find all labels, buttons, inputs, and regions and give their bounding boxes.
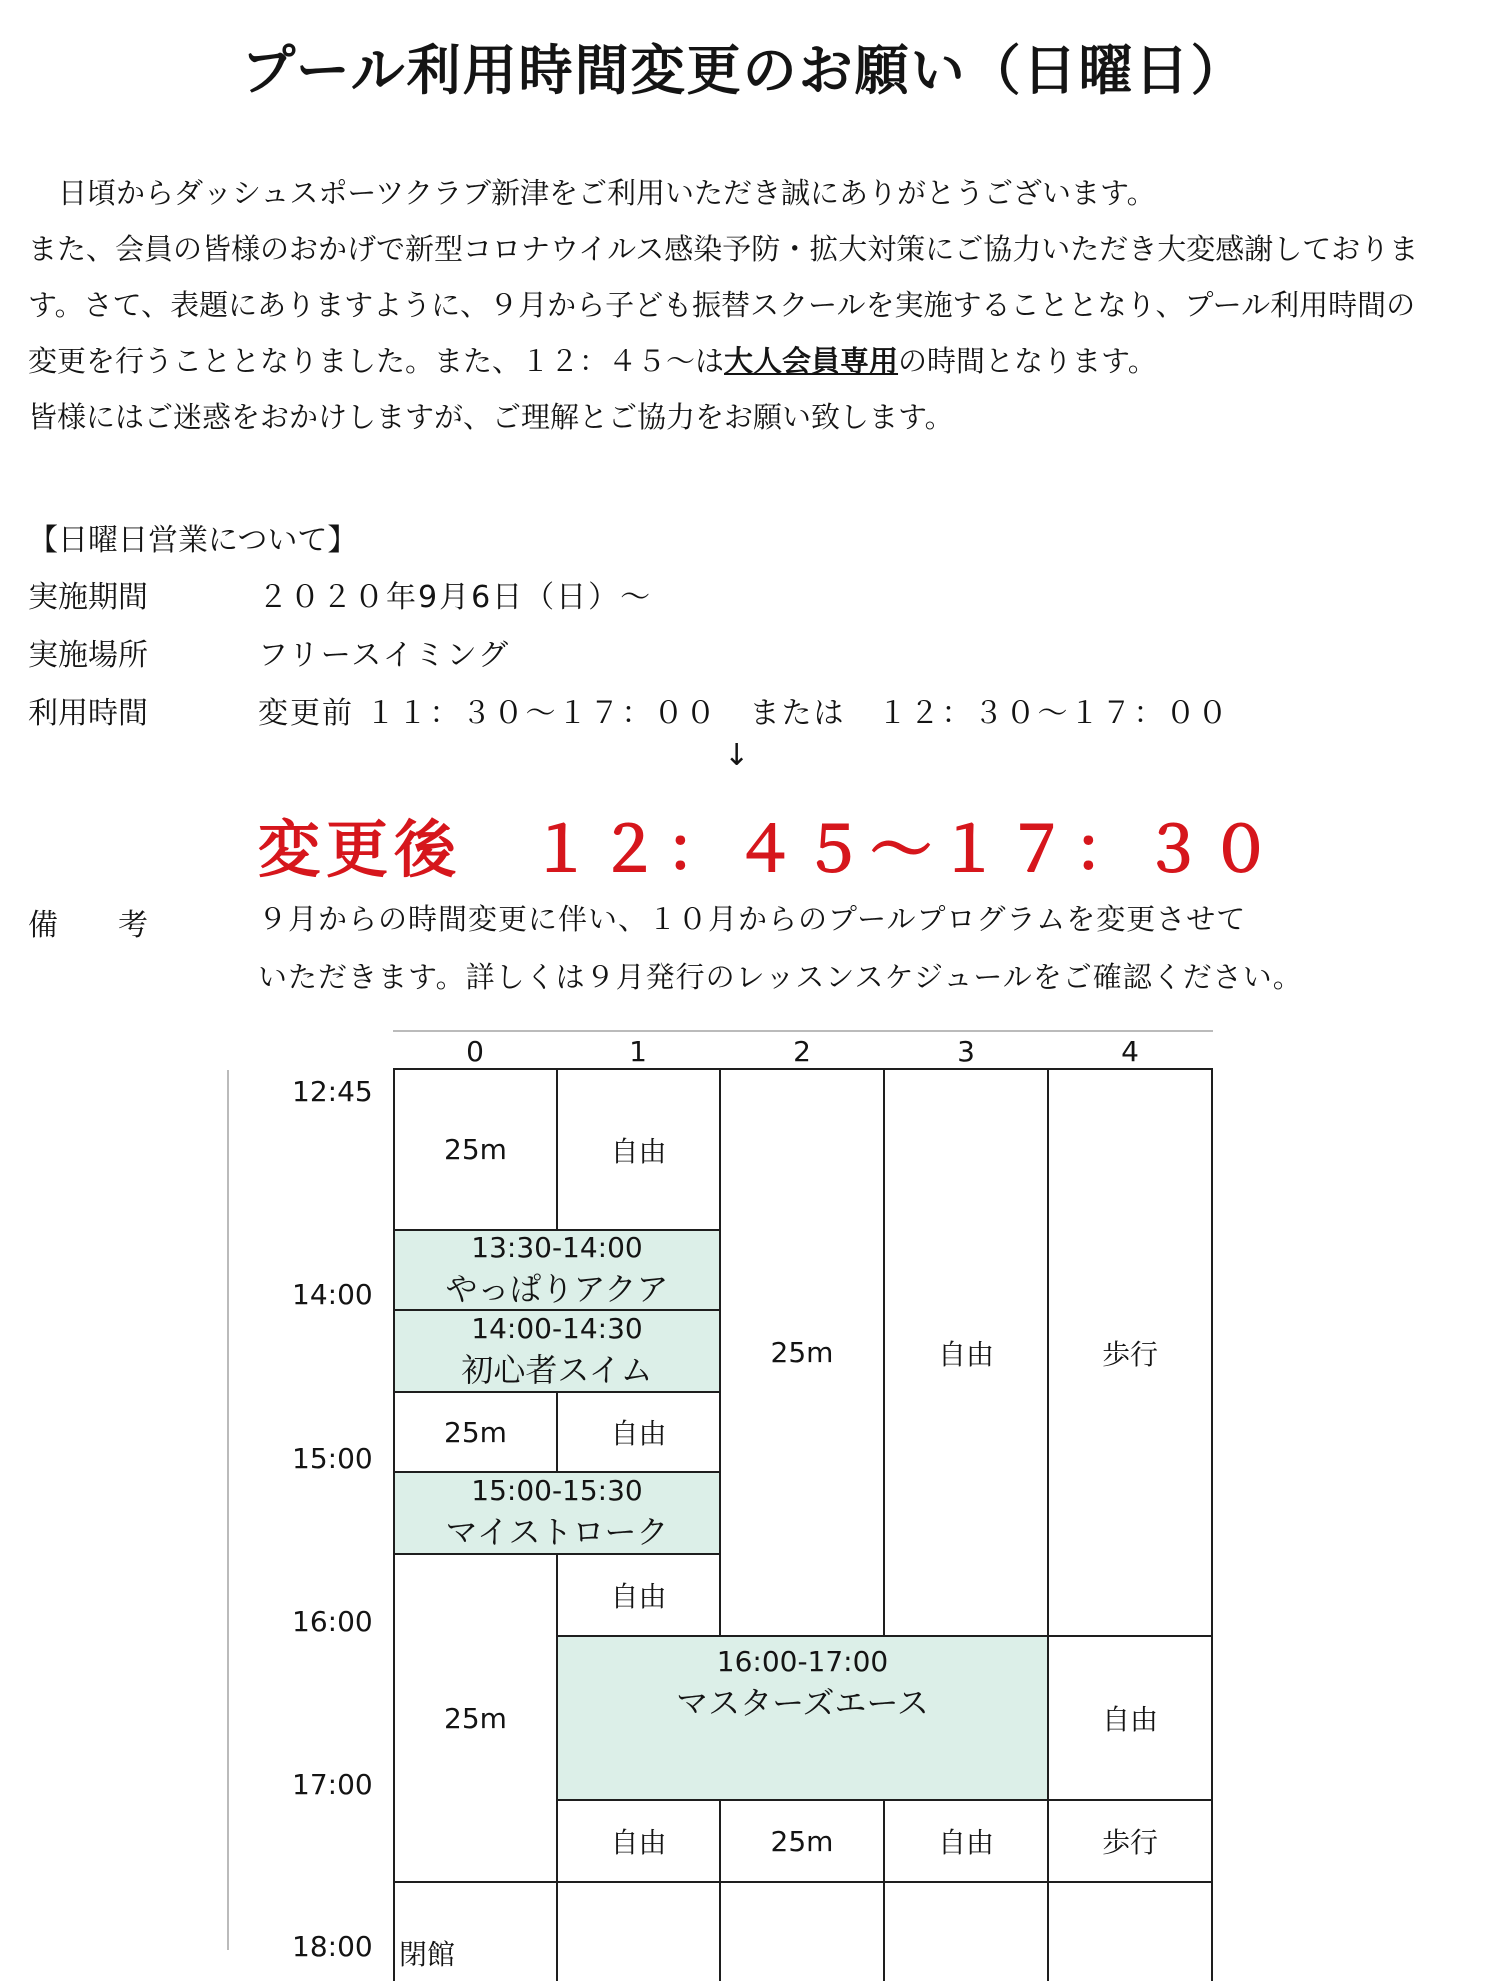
closed-label: 閉館	[399, 1938, 456, 1971]
intro-line-4-pre: 変更を行うこととなりました。また、１２：４５～は	[28, 344, 725, 378]
period-value: ２０２０年9月6日（日）～	[258, 580, 653, 615]
lane0-25m-cell-3: 25m	[393, 1553, 558, 1883]
lane1-free-cell-3: 自由	[556, 1553, 721, 1637]
intro-line-2: また、会員の皆様のおかげで新型コロナウイルス感染予防・拡大対策にご協力いただき大変感謝しておりま	[28, 232, 1419, 266]
program-stroke-time: 15:00-15:30	[471, 1473, 643, 1507]
intro-line-5: 皆様にはご迷惑をおかけしますが、ご理解とご協力をお願い致します。	[28, 400, 954, 434]
frame-left-line	[227, 1070, 229, 1950]
closed-lane2	[719, 1881, 885, 1981]
intro-line-4-post: の時間となります。	[898, 344, 1157, 378]
lane0-25m-cell: 25m	[393, 1068, 558, 1231]
closed-lane4	[1047, 1881, 1213, 1981]
program-beginner	[393, 1309, 721, 1393]
lane4-walk-cell: 歩行	[1047, 1068, 1213, 1637]
lane3-free-cell: 自由	[883, 1068, 1049, 1637]
program-aqua-time: 13:30-14:00	[471, 1230, 643, 1264]
intro-line-3: す。さて、表題にありますように、９月から子ども振替スクールを実施することとなり、プール利用時間の	[28, 288, 1416, 322]
time-label-1500: 15:00	[292, 1442, 373, 1475]
program-aqua	[393, 1229, 721, 1311]
lane1-free-cell-4: 自由	[556, 1799, 721, 1883]
place-value: フリースイミング	[258, 638, 511, 673]
program-aqua-name: やっぱりアクア	[445, 1269, 669, 1308]
remarks-line-1: ９月からの時間変更に伴い、１０月からのプールプログラムを変更させて	[258, 902, 1247, 936]
lane-header-0: 0	[466, 1035, 484, 1068]
intro-line-4	[28, 333, 1157, 389]
lane2-25m-cell: 25m	[719, 1068, 885, 1637]
lane0-25m-cell-2: 25m	[393, 1391, 558, 1473]
lane4-walk-cell-2: 歩行	[1047, 1799, 1213, 1883]
down-arrow-icon: ↓	[724, 738, 750, 773]
time-label-1400: 14:00	[292, 1278, 373, 1311]
remarks-line-2: いただきます。詳しくは９月発行のレッスンスケジュールをご確認ください。	[258, 960, 1303, 994]
lane2-25m-cell-2: 25m	[719, 1799, 885, 1883]
lane-header-3: 3	[957, 1035, 975, 1068]
time-label-1600: 16:00	[292, 1605, 373, 1638]
time-label-1700: 17:00	[292, 1768, 373, 1801]
hours-after-value: 変更後 １２：４５～１７：３０	[258, 813, 1279, 886]
intro-line-1: 日頃からダッシュスポーツクラブ新津をご利用いただき誠にありがとうございます。	[58, 176, 1156, 210]
lane1-free-cell-2: 自由	[556, 1391, 721, 1473]
page-title: プール利用時間変更のお願い（日曜日）	[241, 39, 1247, 102]
hours-label: 利用時間	[28, 696, 148, 731]
period-label: 実施期間	[28, 580, 148, 615]
program-stroke-name: マイストローク	[445, 1512, 669, 1551]
adult-only-emphasis: 大人会員専用	[724, 344, 899, 378]
program-stroke	[393, 1471, 721, 1555]
program-masters-name: マスターズエース	[676, 1684, 929, 1722]
lane-header-4: 4	[1121, 1035, 1139, 1068]
lane3-free-cell-2: 自由	[883, 1799, 1049, 1883]
remarks-label: 備 考	[28, 908, 148, 943]
closed-lane3	[883, 1881, 1049, 1981]
lane1-free-cell: 自由	[556, 1068, 721, 1231]
closed-lane1	[556, 1881, 721, 1981]
lane-header-1: 1	[629, 1035, 647, 1068]
closed-cell	[393, 1881, 558, 1981]
time-label-1245: 12:45	[292, 1075, 373, 1108]
program-masters-time: 16:00-17:00	[716, 1645, 889, 1678]
place-label: 実施場所	[28, 638, 148, 673]
program-beginner-name: 初心者スイム	[461, 1350, 653, 1389]
header-divider	[393, 1030, 1213, 1032]
program-masters	[556, 1635, 1049, 1801]
lane-header-2: 2	[793, 1035, 811, 1068]
section-title: 【日曜日営業について】	[28, 523, 358, 558]
lane4-free-cell: 自由	[1047, 1635, 1213, 1801]
program-beginner-time: 14:00-14:30	[471, 1311, 643, 1345]
time-label-1800: 18:00	[292, 1930, 373, 1963]
hours-before-value: 変更前 １１：３０～１７：００ または １２：３０～１７：００	[258, 696, 1230, 731]
